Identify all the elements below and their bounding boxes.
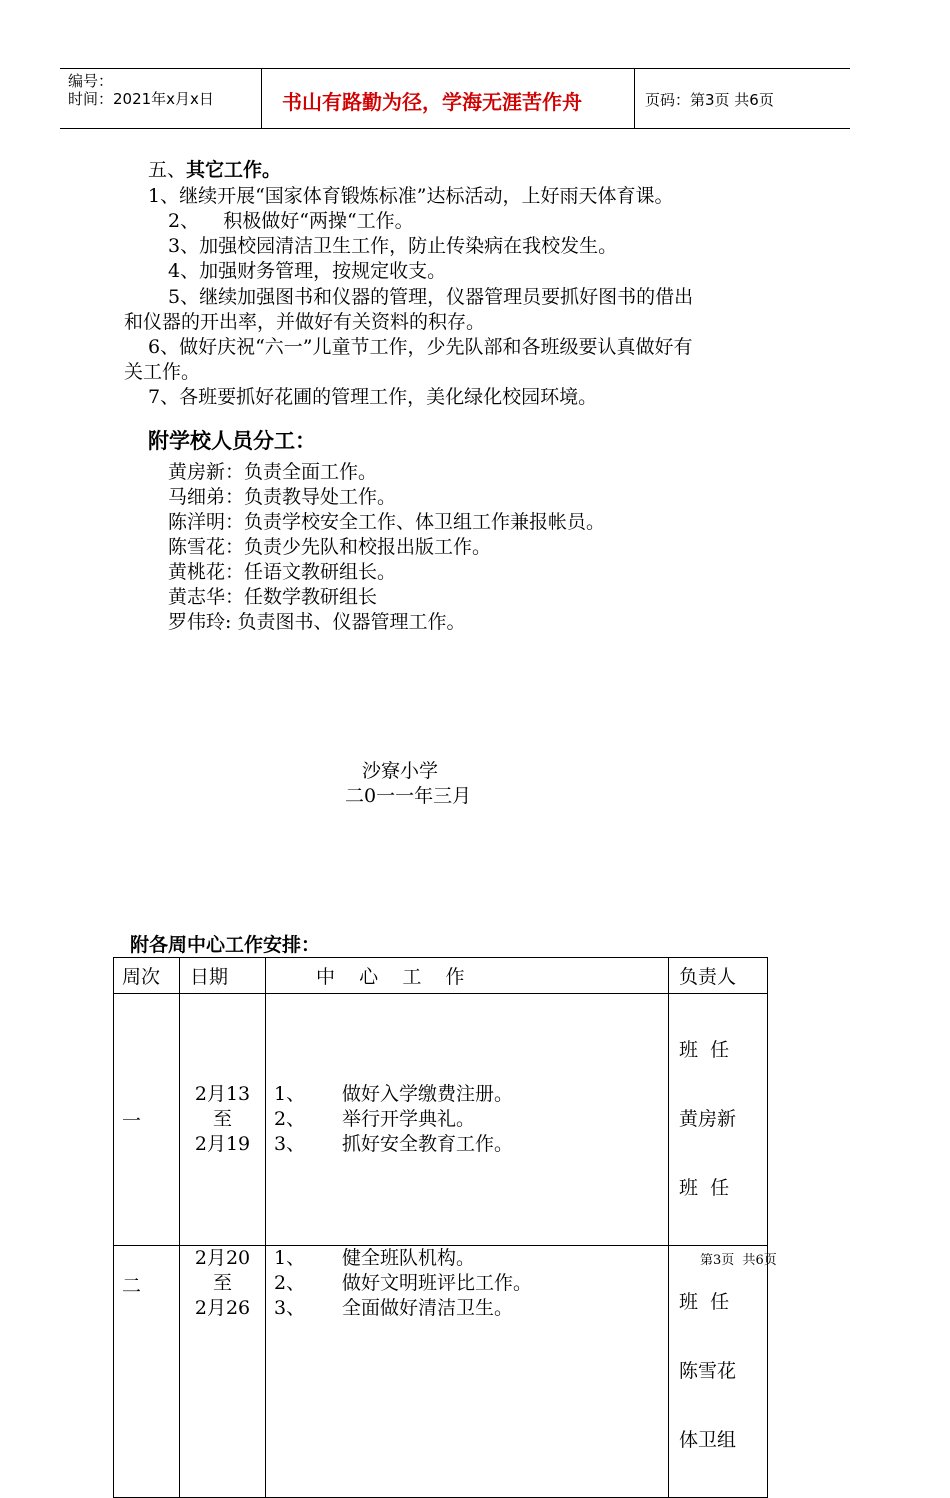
date-sep: 至 xyxy=(212,1272,232,1294)
table-header-row xyxy=(114,958,768,994)
task-line: 2、 做好文明班评比工作。 xyxy=(274,1272,533,1294)
owner: 体卫组 xyxy=(679,1429,737,1451)
header-top-rule xyxy=(60,68,850,69)
column-header-owner: 负责人 xyxy=(669,958,768,994)
staff-heading: 附学校人员分工： xyxy=(148,429,316,453)
signature-school: 沙寮小学 xyxy=(362,760,439,782)
column-header-week: 周次 xyxy=(114,958,180,994)
task-line: 3、 抓好安全教育工作。 xyxy=(274,1133,514,1155)
header-divider-right xyxy=(634,68,635,129)
staff-item: 马细弟：负责教导处工作。 xyxy=(168,486,397,508)
date-sep: 至 xyxy=(212,1108,232,1130)
section-heading-prefix: 五、 xyxy=(148,159,187,181)
week-cell: 一 xyxy=(114,994,180,1246)
date-start: 2月13 xyxy=(194,1083,251,1105)
date-end: 2月26 xyxy=(194,1297,251,1319)
signature-date: 二0一一年三月 xyxy=(345,785,472,807)
section-heading xyxy=(148,158,281,183)
task-line: 3、 全面做好清洁卫生。 xyxy=(274,1297,514,1319)
owner: 班 任 xyxy=(679,1039,730,1061)
list-item: 3、加强校园清洁卫生工作，防止传染病在我校发生。 xyxy=(168,235,618,257)
task-line: 2、 举行开学典礼。 xyxy=(274,1108,476,1130)
header-motto: 书山有路勤为径，学海无涯苦作舟 xyxy=(282,90,582,114)
schedule-table xyxy=(113,957,768,1498)
date-start: 2月20 xyxy=(194,1247,251,1269)
staff-item: 黄房新：负责全面工作。 xyxy=(168,461,378,483)
owner-cell xyxy=(669,994,768,1246)
staff-item: 陈洋明：负责学校安全工作、体卫组工作兼报帐员。 xyxy=(168,511,606,533)
column-header-date: 日期 xyxy=(180,958,266,994)
owner: 班 任 xyxy=(679,1177,730,1199)
list-item: 5、继续加强图书和仪器的管理，仪器管理员要抓好图书的借出 xyxy=(168,286,694,308)
footer-page-number: 第3页 共6页 xyxy=(700,1253,777,1268)
list-item: 7、各班要抓好花圃的管理工作，美化绿化校园环境。 xyxy=(148,386,598,408)
date-cell xyxy=(180,994,266,1246)
owner-cell xyxy=(669,1246,768,1498)
owner: 黄房新 xyxy=(679,1108,737,1130)
list-item: 4、加强财务管理，按规定收支。 xyxy=(168,260,447,282)
header-time-label: 时间：2021年x月x日 xyxy=(68,90,214,108)
staff-item: 黄桃花：任语文教研组长。 xyxy=(168,561,397,583)
task-line: 1、 做好入学缴费注册。 xyxy=(274,1083,514,1105)
table-row xyxy=(114,994,768,1246)
date-cell xyxy=(180,1246,266,1498)
section-heading-title: 其它工作。 xyxy=(186,159,282,181)
header-number-label: 编号： xyxy=(68,72,114,90)
staff-item: 陈雪花：负责少先队和校报出版工作。 xyxy=(168,536,492,558)
table-row xyxy=(114,1246,768,1498)
schedule-heading: 附各周中心工作安排： xyxy=(130,934,321,956)
owner: 陈雪花 xyxy=(679,1360,737,1382)
owner: 班 任 xyxy=(679,1291,730,1313)
staff-item: 罗伟玲: 负责图书、仪器管理工作。 xyxy=(168,611,466,633)
list-item-continuation: 和仪器的开出率，并做好有关资料的积存。 xyxy=(124,311,486,333)
task-line: 1、 健全班队机构。 xyxy=(274,1247,476,1269)
list-item: 2、 积极做好“两操“工作。 xyxy=(168,210,414,232)
column-header-work: 中 心 工 作 xyxy=(266,958,669,994)
week-cell: 二 xyxy=(114,1246,180,1498)
header-page-label: 页码：第3页 共6页 xyxy=(645,91,774,109)
date-end: 2月19 xyxy=(194,1133,251,1155)
tasks-cell xyxy=(266,1246,669,1498)
list-item: 6、做好庆祝“六一”儿童节工作，少先队部和各班级要认真做好有 xyxy=(148,336,693,358)
list-item-continuation: 关工作。 xyxy=(124,361,201,383)
tasks-cell xyxy=(266,994,669,1246)
staff-item: 黄志华：任数学教研组长 xyxy=(168,586,378,608)
header-divider-left xyxy=(261,68,262,129)
header-bottom-rule xyxy=(60,128,850,129)
list-item: 1、继续开展“国家体育锻炼标准”达标活动，上好雨天体育课。 xyxy=(148,185,674,207)
